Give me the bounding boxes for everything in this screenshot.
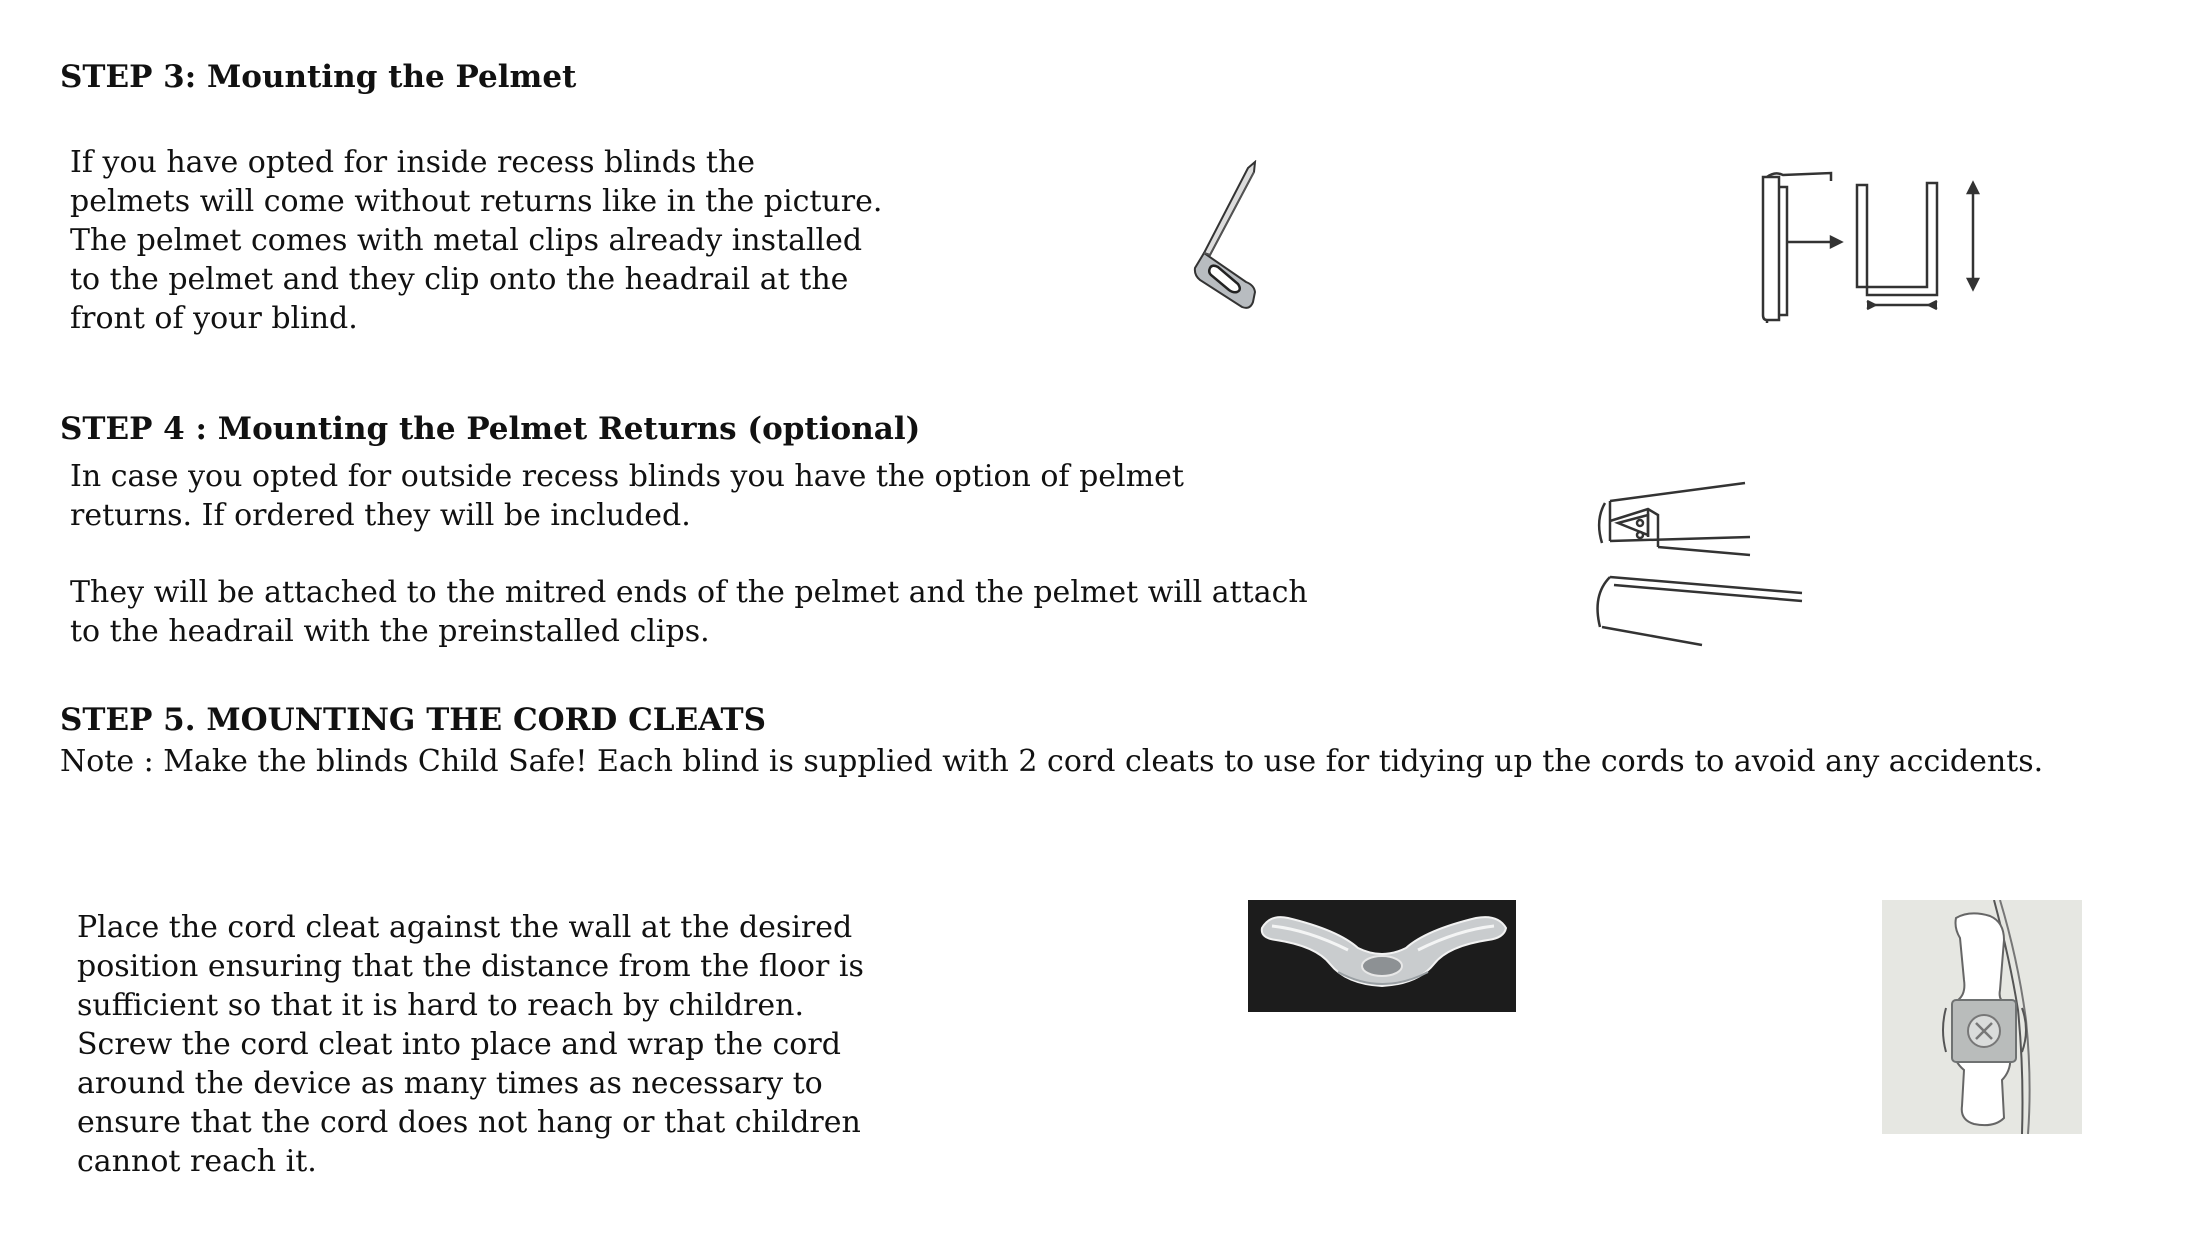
step5-heading: STEP 5. MOUNTING THE CORD CLEATS <box>60 702 767 738</box>
step4-paragraph-2 <box>70 573 1308 651</box>
step3-heading: STEP 3: Mounting the Pelmet <box>60 59 577 95</box>
step3-paragraph <box>70 143 882 338</box>
step5-note: Note : Make the blinds Child Safe! Each blind is supplied with 2 cord cleats to use for tidying up the cords to avoid any accidents. <box>60 744 2044 779</box>
step5-paragraph <box>77 908 864 1181</box>
text-line: pelmets will come without returns like in the picture. <box>70 184 883 219</box>
text-line: In case you opted for outside recess blinds you have the option of pelmet <box>70 459 1184 494</box>
step4-heading: STEP 4 : Mounting the Pelmet Returns (optional) <box>60 411 921 447</box>
pelmet-return-diagram <box>1590 475 1820 660</box>
metal-clip-icon <box>1180 160 1280 315</box>
text-line: The pelmet comes with metal clips already installed <box>70 223 863 258</box>
step4-paragraph-1 <box>70 457 1184 535</box>
text-line: If you have opted for inside recess blinds the <box>70 145 756 180</box>
text-line: returns. If ordered they will be included. <box>70 498 691 533</box>
text-line: ensure that the cord does not hang or that children <box>77 1105 861 1140</box>
text-line: They will be attached to the mitred ends of the pelmet and the pelmet will attach <box>70 575 1308 610</box>
text-line: Place the cord cleat against the wall at the desired <box>77 910 853 945</box>
text-line: to the headrail with the preinstalled clips. <box>70 614 710 649</box>
pelmet-profile-diagram <box>1755 165 2005 335</box>
cord-cleat-photo <box>1248 900 1516 1012</box>
text-line: cannot reach it. <box>77 1144 317 1179</box>
cord-cleat-mounted-photo <box>1882 900 2082 1134</box>
text-line: around the device as many times as necessary to <box>77 1066 823 1101</box>
text-line: Screw the cord cleat into place and wrap the cord <box>77 1027 841 1062</box>
text-line: to the pelmet and they clip onto the headrail at the <box>70 262 849 297</box>
text-line: position ensuring that the distance from the floor is <box>77 949 864 984</box>
text-line: front of your blind. <box>70 301 358 336</box>
text-line: sufficient so that it is hard to reach by children. <box>77 988 804 1023</box>
